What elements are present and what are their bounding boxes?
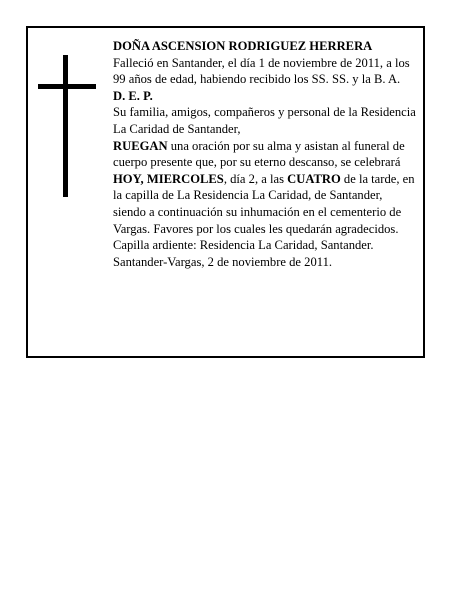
ruegan-word: RUEGAN	[113, 138, 168, 153]
notice-text	[113, 38, 418, 270]
family-line: Su familia, amigos, compañeros y personal de la Residencia La Caridad de Santander,	[113, 105, 416, 136]
rest-text: de la tarde, en la capilla de La Residencia La Caridad, de Santander, siendo a continuación su inhumación en el cementerio de Vargas. Favores por los cuales les quedarán agradecidos. Capilla ardiente: Residencia La Caridad, Santander.	[113, 171, 415, 253]
hoy-text: HOY, MIERCOLES	[113, 171, 224, 186]
request-text: una oración por su alma y asistan al funeral de cuerpo presente que, por su eterno descanso, se celebrará	[113, 138, 405, 170]
day-text: , día 2, a las	[223, 171, 288, 186]
closing-line: Santander-Vargas, 2 de noviembre de 2011.	[113, 254, 333, 269]
dep-line: D. E. P.	[113, 88, 153, 103]
cross-icon	[63, 55, 68, 197]
cross-icon-bar	[38, 84, 96, 89]
request-paragraph	[113, 138, 418, 254]
death-announcement: Falleció en Santander, el día 1 de noviembre de 2011, a los 99 años de edad, habiendo recibido los SS. SS. y la B. A.	[113, 55, 410, 87]
deceased-name: DOÑA ASCENSION RODRIGUEZ HERRERA	[113, 39, 373, 53]
cuatro-text: CUATRO	[287, 171, 341, 186]
